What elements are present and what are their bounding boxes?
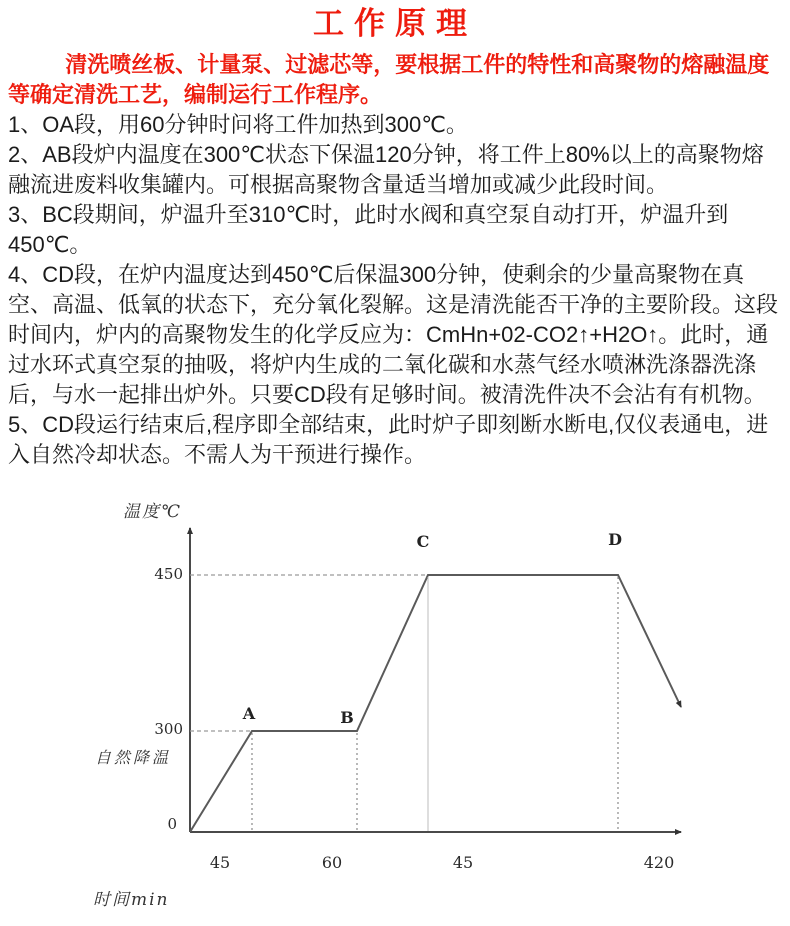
x-interval-60: 60: [321, 853, 343, 872]
x-interval-45a: 45: [209, 853, 231, 872]
y-axis-title: 温度℃: [123, 502, 183, 522]
item-2-ab-segment: 2、AB段炉内温度在300℃状态下保温120分钟，将工件上80%以上的高聚物熔融流进废料收集罐内。可根据高聚物含量适当增加或减少此段时间。: [8, 142, 764, 197]
intro-paragraph: 清洗喷丝板、计量泵、过滤芯等，要根据工件的特性和高聚物的熔融温度等确定清洗工艺，编制运行工作程序。: [8, 52, 770, 107]
point-label-a: A: [242, 704, 256, 723]
document-page: [0, 6, 790, 926]
point-label-d: D: [608, 530, 622, 549]
temperature-curve: [190, 575, 681, 832]
natural-cooling-annotation: 自然降温: [95, 748, 172, 767]
point-label-b: B: [340, 708, 354, 727]
y-tick-0: 0: [167, 815, 177, 833]
x-interval-45b: 45: [452, 853, 474, 872]
point-label-c: C: [416, 532, 430, 551]
y-tick-450: 450: [154, 565, 183, 583]
item-3-bc-segment: 3、BC段期间，炉温升至310℃时，此时水阀和真空泵自动打开，炉温升到450℃。: [8, 202, 729, 257]
text-block: [0, 6, 790, 470]
x-axis-title: 时间min: [93, 890, 170, 910]
page-title: 工作原理: [313, 6, 477, 41]
numbered-items: [8, 110, 782, 470]
x-interval-420: 420: [643, 853, 675, 872]
item-5-shutdown: 5、CD段运行结束后,程序即全部结束，此时炉子即刻断水断电,仅仪表通电，进入自然冷却状态。不需人为干预进行操作。: [8, 412, 769, 467]
temperature-time-chart: [85, 504, 735, 924]
y-tick-300: 300: [154, 720, 183, 738]
item-1-oa-segment: 1、OA段，用60分钟时问将工件加热到300℃。: [8, 112, 468, 137]
item-4-cd-segment: 4、CD段，在炉内温度达到450℃后保温300分钟，使剩余的少量高聚物在真空、高温、低氧的状态下，充分氧化裂解。这是清洗能否干净的主要阶段。这段时间内，炉内的高聚物发生的化学反应为：CmHn+02-CO2↑+H2O↑。此时，通过水环式真空泵的抽吸，将炉内生成的二氧化碳和水蒸气经水喷淋洗涤器洗涤后，与水一起排出炉外。只要CD段有足够时间。被清洗件决不会沾有有机物。: [8, 262, 779, 407]
